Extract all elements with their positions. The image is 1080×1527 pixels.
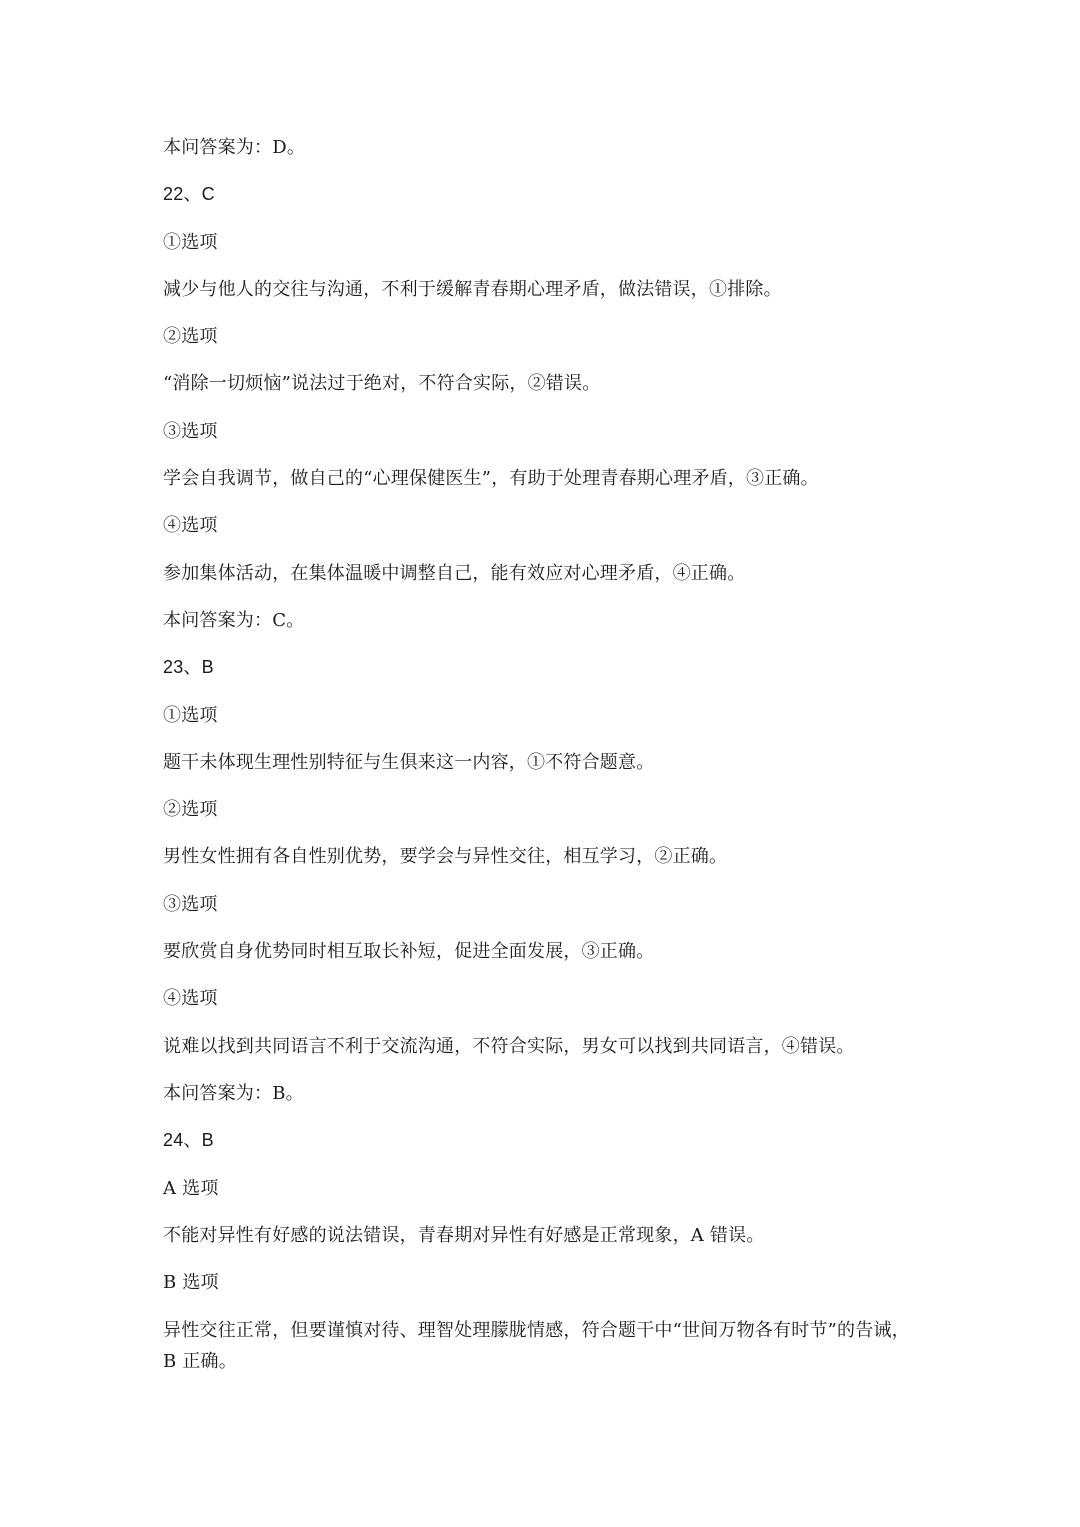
option-heading: ③选项 bbox=[163, 893, 218, 915]
option-heading: B 选项 bbox=[163, 1272, 219, 1294]
option-explanation: 减少与他人的交往与沟通，不利于缓解青春期心理矛盾，做法错误，①排除。 bbox=[163, 278, 782, 300]
option-explanation: 题干未体现生理性别特征与生俱来这一内容，①不符合题意。 bbox=[163, 751, 655, 773]
option-heading: ③选项 bbox=[163, 420, 218, 442]
option-explanation: “消除一切烦恼”说法过于绝对，不符合实际，②错误。 bbox=[163, 373, 601, 395]
option-explanation: 异性交往正常，但要谨慎对待、理智处理朦胧情感，符合题干中“世间万物各有时节”的告诫，B 正确。 bbox=[163, 1320, 910, 1373]
option-explanation: 要欣赏自身优势同时相互取长补短，促进全面发展，③正确。 bbox=[163, 941, 655, 963]
answer-summary-21: 本问答案为：D。 bbox=[163, 137, 306, 158]
option-explanation: 不能对异性有好感的说法错误，青春期对异性有好感是正常现象，A 错误。 bbox=[163, 1224, 765, 1246]
option-heading: ④选项 bbox=[163, 988, 218, 1010]
option-heading: A 选项 bbox=[163, 1177, 219, 1199]
option-heading: ④选项 bbox=[163, 515, 218, 537]
answer-explanations bbox=[163, 133, 923, 1396]
option-explanation: 学会自我调节，做自己的“心理保健医生”，有助于处理青春期心理矛盾，③正确。 bbox=[163, 468, 819, 490]
option-heading: ①选项 bbox=[163, 231, 218, 253]
option-explanation: 参加集体活动，在集体温暖中调整自己，能有效应对心理矛盾，④正确。 bbox=[163, 562, 746, 584]
question-number-23: 23、B bbox=[163, 657, 214, 678]
option-explanation: 男性女性拥有各自性别优势，要学会与异性交往，相互学习，②正确。 bbox=[163, 846, 728, 868]
question-number-24: 24、B bbox=[163, 1130, 214, 1151]
option-heading: ①选项 bbox=[163, 704, 218, 726]
option-explanation: 说难以找到共同语言不利于交流沟通，不符合实际，男女可以找到共同语言，④错误。 bbox=[163, 1035, 855, 1057]
option-heading: ②选项 bbox=[163, 799, 218, 821]
answer-summary-23: 本问答案为：B。 bbox=[163, 1082, 304, 1104]
question-number-22: 22、C bbox=[163, 184, 215, 205]
answer-summary-22: 本问答案为：C。 bbox=[163, 609, 305, 631]
option-heading: ②选项 bbox=[163, 326, 218, 348]
